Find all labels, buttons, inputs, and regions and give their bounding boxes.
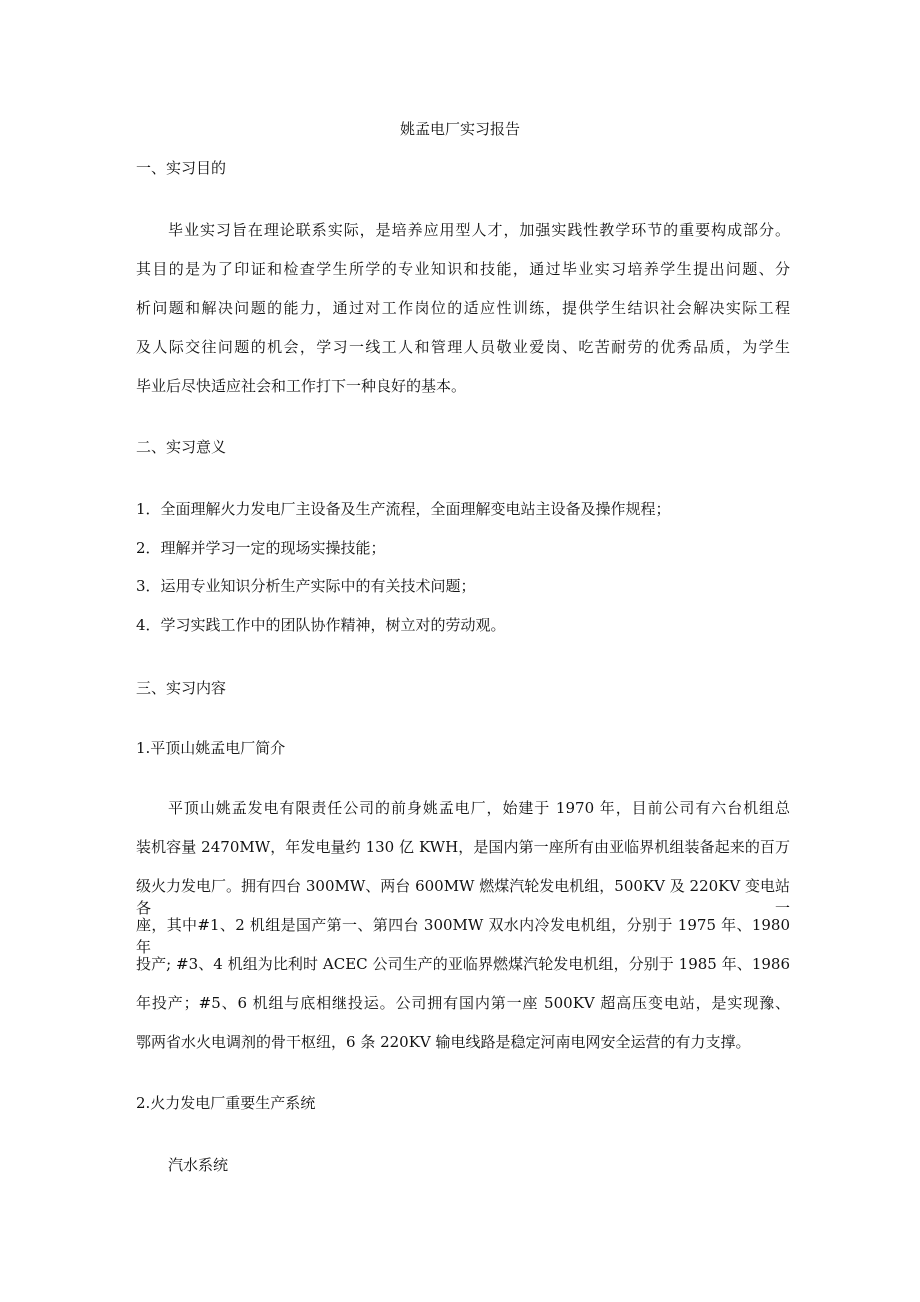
subsection-heading: 1.平顶山姚孟电厂简介 [136,739,286,757]
list-item: 3．运用专业知识分析生产实际中的有关技术问题； [136,577,476,595]
list-item: 4．学习实践工作中的团队协作精神，树立对的劳动观。 [136,616,506,634]
subsection-heading: 2.火力发电厂重要生产系统 [136,1094,316,1112]
paragraph-line: 年投产；#5、6 机组与底相继投运。公司拥有国内第一座 500KV 超高压变电站，是实现豫、 [136,994,790,1012]
paragraph-line: 投产; #3、4 机组为比利时 ACEC 公司生产的亚临界燃煤汽轮发电机组，分别于 1985 年、1986 [136,955,790,973]
section-heading-purpose: 一、实习目的 [136,159,227,177]
paragraph-line: 装机容量 2470MW，年发电量约 130 亿 KWH，是国内第一座所有由亚临界机组装备起来的百万 [136,838,790,856]
list-item: 1．全面理解火力发电厂主设备及生产流程，全面理解变电站主设备及操作规程； [136,500,671,518]
section-heading-content: 三、实习内容 [136,679,227,697]
document-title: 姚孟电厂实习报告 [399,120,520,138]
paragraph-line: 析问题和解决问题的能力，通过对工作岗位的适应性训练，提供学生结识社会解决实际工程 [136,299,790,317]
paragraph-line: 平顶山姚孟发电有限责任公司的前身姚孟电厂，始建于 1970 年，目前公司有六台机组总 [168,799,790,817]
paragraph-line: 毕业后尽快适应社会和工作打下一种良好的基本。 [136,377,467,395]
paragraph-line: 及人际交往问题的机会，学习一线工人和管理人员敬业爱岗、吃苦耐劳的优秀品质，为学生 [136,338,790,356]
paragraph-line: 座，其中#1、2 机组是国产第一、第四台 300MW 双水内冷发电机组，分别于 1975 年、1980 年 [136,916,790,956]
section-heading-significance: 二、实习意义 [136,438,227,456]
paragraph-line: 鄂两省水火电调剂的骨干枢纽，6 条 220KV 输电线路是稳定河南电网安全运营的有力支撑。 [136,1033,751,1051]
paragraph-line: 级火力发电厂。拥有四台 300MW、两台 600MW 燃煤汽轮发电机组，500KV 及 220KV 变电站各一 [136,877,790,917]
sub-subsection-heading: 汽水系统 [168,1156,229,1174]
list-item: 2．理解并学习一定的现场实操技能； [136,539,386,557]
paragraph-line: 其目的是为了印证和检查学生所学的专业知识和技能，通过毕业实习培养学生提出问题、分 [136,260,790,278]
paragraph-line: 毕业实习旨在理论联系实际，是培养应用型人才，加强实践性教学环节的重要构成部分。 [168,221,790,239]
